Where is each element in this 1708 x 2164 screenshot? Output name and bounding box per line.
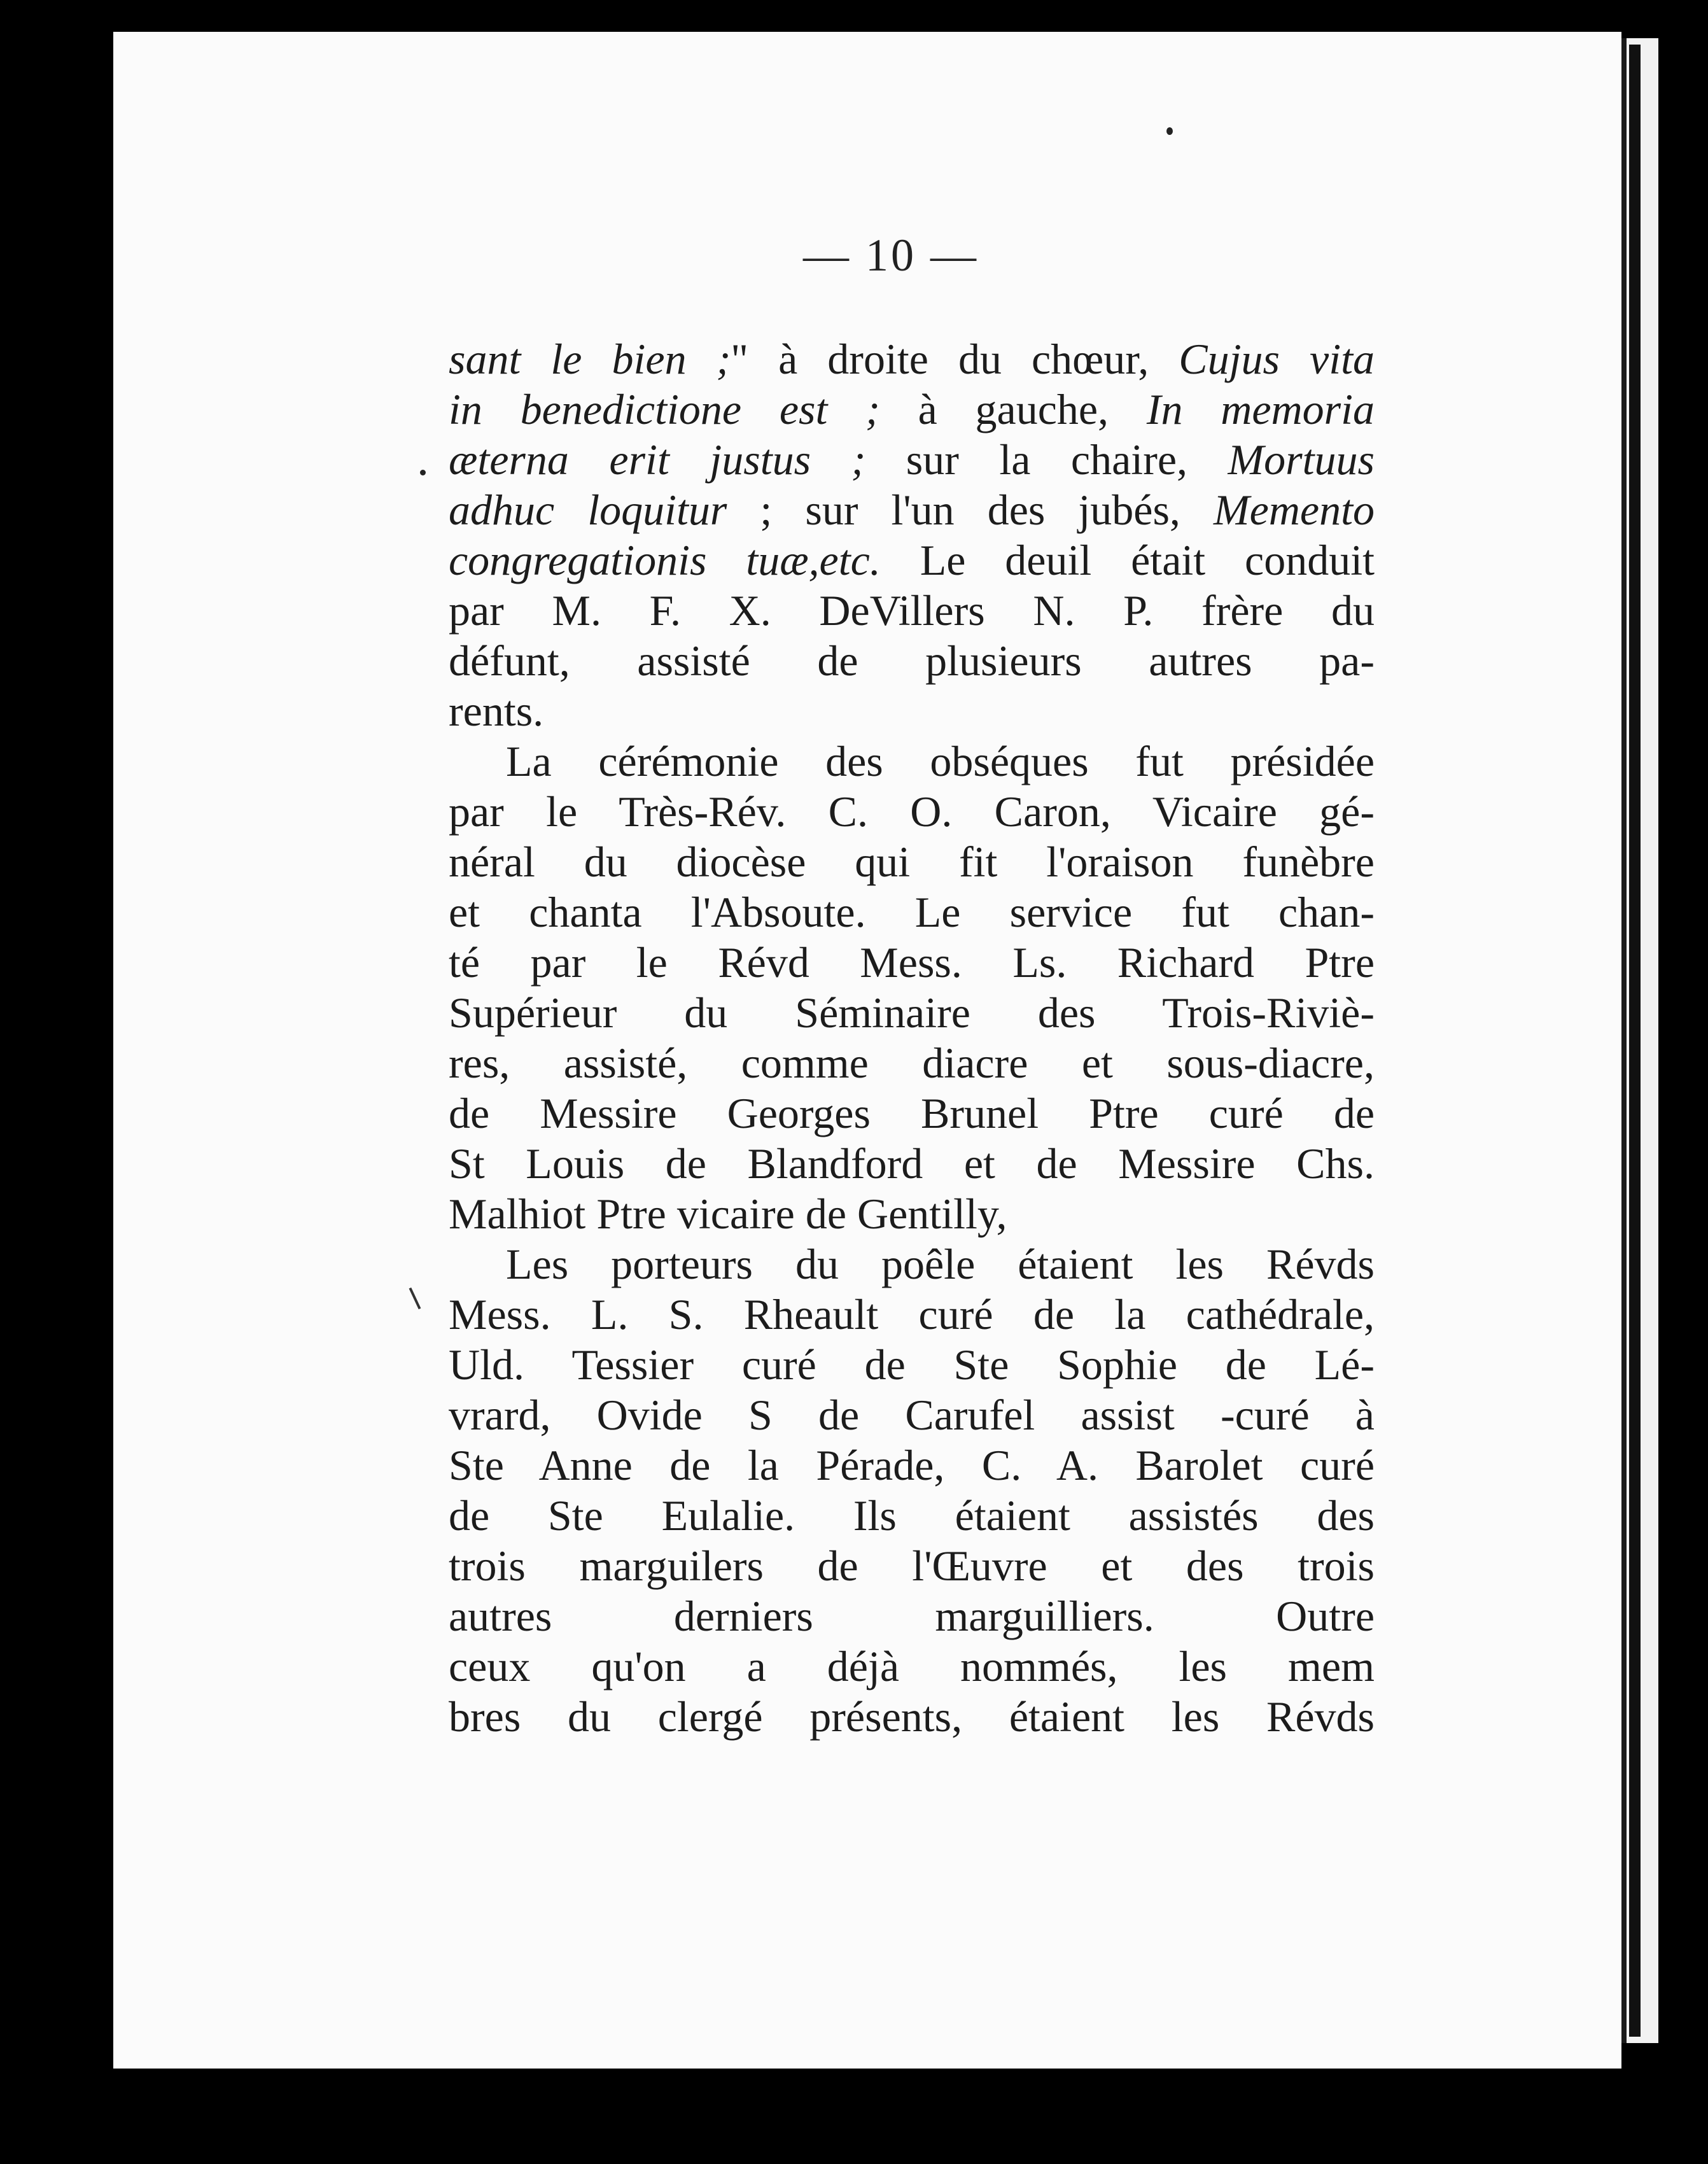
italic-text: Cujus vita [1179,335,1375,383]
text-segment: et chanta l'Absoute. Le service fut chan- [449,888,1375,936]
text-line [449,535,1375,586]
italic-text: Memento [1213,486,1375,534]
text-line [449,887,1375,938]
italic-text: æterna erit justus ; [449,435,866,484]
text-segment: trois marguilers de l'Œuvre et des trois [449,1542,1375,1590]
text-line [449,1591,1375,1641]
text-line [449,1440,1375,1491]
margin-mark [409,1288,421,1309]
text-line [449,636,1375,686]
text-segment: res, assisté, comme diacre et sous-diacre, [449,1039,1375,1087]
text-segment: Ste Anne de la Pérade, C. A. Barolet curé [449,1441,1375,1489]
text-segment: " à droite du chœur, [731,335,1179,383]
text-segment: té par le Révd Mess. Ls. Richard Ptre [449,938,1375,987]
text-line [449,334,1375,384]
italic-text: in benedictione est ; [449,385,880,433]
text-line [449,1189,1375,1239]
italic-text: congregationis tuæ,etc. [449,536,881,584]
text-line [449,1641,1375,1692]
text-segment: ; sur l'un des jubés, [727,486,1214,534]
text-line [449,1491,1375,1541]
paragraph [449,334,1375,736]
text-line [449,1692,1375,1742]
text-line [449,686,1375,736]
body-text [449,334,1375,1742]
text-segment: à gauche, [879,385,1147,433]
text-segment: bres du clergé présents, étaient les Révds [449,1692,1375,1741]
text-segment: St Louis de Blandford et de Messire Chs. [449,1139,1375,1188]
text-line [449,1340,1375,1390]
text-line [449,1088,1375,1139]
text-segment: sur la chaire, [865,435,1228,484]
text-line [449,586,1375,636]
text-segment: Uld. Tessier curé de Ste Sophie de Lé- [449,1340,1375,1389]
text-segment: La cérémonie des obséques fut présidée [506,737,1375,785]
text-segment: vrard, Ovide S de Carufel assist -curé à [449,1391,1375,1439]
text-segment: défunt, assisté de plusieurs autres pa- [449,636,1375,685]
page-edge [1629,45,1641,2037]
text-segment: Malhiot Ptre vicaire de Gentilly, [449,1190,1007,1238]
text-line [449,837,1375,887]
text-segment: néral du diocèse qui fit l'oraison funèbre [449,838,1375,886]
text-line [449,435,1375,485]
ink-speck [420,470,426,475]
text-segment: Mess. L. S. Rheault curé de la cathédrale, [449,1290,1375,1338]
text-line [449,1139,1375,1189]
text-line [449,1038,1375,1088]
text-line [449,988,1375,1038]
text-segment: de Messire Georges Brunel Ptre curé de [449,1089,1375,1137]
text-line [449,485,1375,535]
text-line [449,1541,1375,1591]
paragraph [449,1239,1375,1742]
text-line [449,736,1375,787]
text-line [449,1390,1375,1440]
italic-text: adhuc loquitur [449,486,727,534]
page-number: — 10 — [803,230,979,281]
text-line [449,787,1375,837]
text-segment: Les porteurs du poêle étaient les Révds [506,1240,1375,1288]
text-line [449,938,1375,988]
text-segment: de Ste Eulalie. Ils étaient assistés des [449,1491,1375,1540]
paragraph [449,736,1375,1239]
text-segment: rents. [449,687,544,735]
text-segment: ceux qu'on a déjà nommés, les mem [449,1642,1375,1690]
text-segment: Le deuil était conduit [880,536,1375,584]
text-segment: Supérieur du Séminaire des Trois-Riviè- [449,988,1375,1037]
text-line [449,1289,1375,1340]
ink-speck [1166,127,1173,135]
italic-text: Mortuus [1228,435,1375,484]
text-segment: par le Très-Rév. C. O. Caron, Vicaire gé- [449,787,1375,836]
italic-text: sant le bien ; [449,335,731,383]
text-segment: par M. F. X. DeVillers N. P. frère du [449,586,1375,635]
text-line [449,384,1375,435]
text-line [449,1239,1375,1289]
text-segment: autres derniers marguilliers. Outre [449,1592,1375,1640]
italic-text: In memoria [1146,385,1375,433]
